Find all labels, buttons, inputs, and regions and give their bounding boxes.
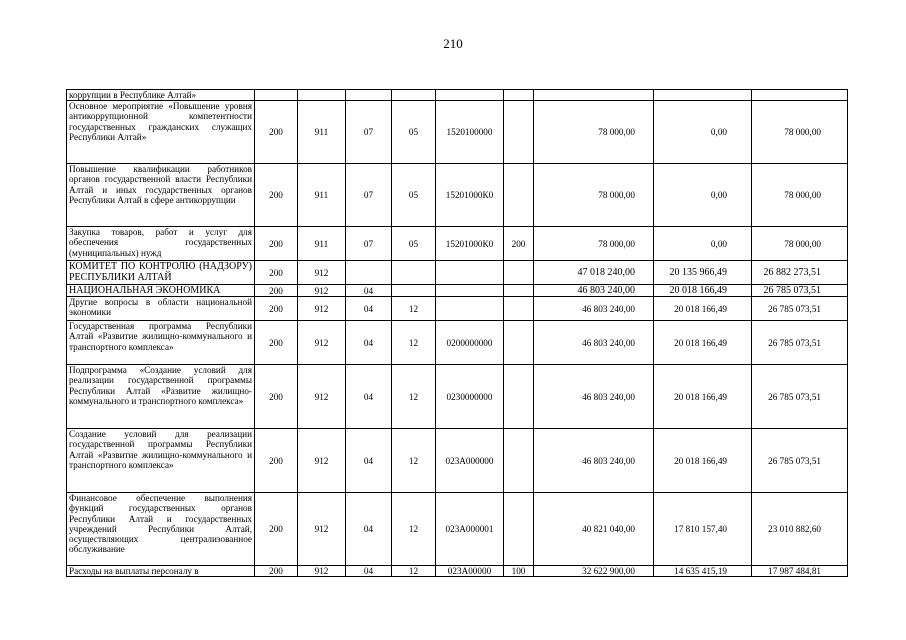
- subsection-cell: 12: [392, 429, 436, 493]
- section-cell: 07: [346, 227, 392, 261]
- code-rz-cell: 200: [255, 261, 298, 285]
- amount-remaining-cell: 26 785 073,51: [752, 321, 848, 365]
- amount-planned-cell: [534, 90, 654, 101]
- section-cell: 04: [346, 297, 392, 321]
- amount-planned-cell: 46 803 240,00: [534, 297, 654, 321]
- table-row: [67, 261, 848, 285]
- subsection-cell: [392, 261, 436, 285]
- amount-planned-cell: 78 000,00: [534, 101, 654, 164]
- amount-planned-cell: 78 000,00: [534, 227, 654, 261]
- amount-executed-cell: [654, 90, 752, 101]
- section-cell: 07: [346, 164, 392, 227]
- row-name-cell: НАЦИОНАЛЬНАЯ ЭКОНОМИКА: [67, 285, 255, 297]
- code-ved-cell: 912: [298, 297, 346, 321]
- code-ved-cell: 912: [298, 493, 346, 566]
- page-number: 210: [443, 36, 463, 51]
- table-row: [67, 90, 848, 101]
- table-row: [67, 566, 848, 577]
- expense-type-cell: 100: [504, 566, 534, 577]
- amount-executed-cell: 0,00: [654, 227, 752, 261]
- code-rz-cell: [255, 90, 298, 101]
- row-name-cell: Основное мероприятие «Повышение уровня антикоррупционной компетентности государственных гражданских служащих Республики Алтай»: [67, 101, 255, 164]
- subsection-cell: 12: [392, 321, 436, 365]
- table-row: [67, 227, 848, 261]
- table-row: [67, 297, 848, 321]
- section-cell: 04: [346, 493, 392, 566]
- amount-planned-cell: 46 803 240,00: [534, 365, 654, 429]
- target-article-cell: [436, 297, 504, 321]
- amount-executed-cell: 0,00: [654, 164, 752, 227]
- table-row: [67, 365, 848, 429]
- amount-planned-cell: 47 018 240,00: [534, 261, 654, 285]
- expense-type-cell: [504, 321, 534, 365]
- code-rz-cell: 200: [255, 566, 298, 577]
- amount-executed-cell: 20 018 166,49: [654, 429, 752, 493]
- code-rz-cell: 200: [255, 227, 298, 261]
- table-row: [67, 285, 848, 297]
- expense-type-cell: [504, 493, 534, 566]
- code-ved-cell: 912: [298, 365, 346, 429]
- amount-planned-cell: 46 803 240,00: [534, 321, 654, 365]
- amount-remaining-cell: 26 785 073,51: [752, 285, 848, 297]
- code-rz-cell: 200: [255, 164, 298, 227]
- code-rz-cell: 200: [255, 297, 298, 321]
- amount-remaining-cell: 26 785 073,51: [752, 297, 848, 321]
- target-article-cell: 023А000001: [436, 493, 504, 566]
- amount-remaining-cell: 26 882 273,51: [752, 261, 848, 285]
- row-name-cell: Другие вопросы в области национальной экономики: [67, 297, 255, 321]
- subsection-cell: 12: [392, 493, 436, 566]
- amount-planned-cell: 78 000,00: [534, 164, 654, 227]
- target-article-cell: 15201000К0: [436, 164, 504, 227]
- expense-type-cell: [504, 101, 534, 164]
- row-name-cell: Финансовое обеспечение выполнения функций государственных органов Республики Алтай и государственных учреждений Республики Алтай, осуществляющих централизованное обслуживание: [67, 493, 255, 566]
- expense-type-cell: [504, 261, 534, 285]
- target-article-cell: [436, 261, 504, 285]
- amount-executed-cell: 20 018 166,49: [654, 297, 752, 321]
- code-rz-cell: 200: [255, 429, 298, 493]
- row-name-cell: Создание условий для реализации государственной программы Республики Алтай «Развитие жилищно-коммунального и транспортного комплекса»: [67, 429, 255, 493]
- section-cell: [346, 90, 392, 101]
- code-rz-cell: 200: [255, 493, 298, 566]
- table-row: [67, 101, 848, 164]
- code-ved-cell: 912: [298, 566, 346, 577]
- section-cell: 04: [346, 365, 392, 429]
- subsection-cell: 05: [392, 227, 436, 261]
- target-article-cell: [436, 285, 504, 297]
- section-cell: [346, 261, 392, 285]
- target-article-cell: [436, 90, 504, 101]
- code-ved-cell: 911: [298, 164, 346, 227]
- subsection-cell: 05: [392, 164, 436, 227]
- target-article-cell: 15201000К0: [436, 227, 504, 261]
- expense-type-cell: [504, 365, 534, 429]
- subsection-cell: [392, 90, 436, 101]
- section-cell: 07: [346, 101, 392, 164]
- table-row: [67, 164, 848, 227]
- code-rz-cell: 200: [255, 365, 298, 429]
- expense-type-cell: 200: [504, 227, 534, 261]
- table-row: [67, 429, 848, 493]
- amount-planned-cell: 40 821 040,00: [534, 493, 654, 566]
- amount-remaining-cell: 26 785 073,51: [752, 365, 848, 429]
- code-ved-cell: 912: [298, 429, 346, 493]
- code-ved-cell: 912: [298, 321, 346, 365]
- row-name-cell: Расходы на выплаты персоналу в: [67, 566, 255, 577]
- target-article-cell: 023А000000: [436, 429, 504, 493]
- expense-type-cell: [504, 285, 534, 297]
- row-name-cell: Подпрограмма «Создание условий для реализации государственной программы Республики Алтай «Развитие жилищно-коммунального и транспортного комплекса»: [67, 365, 255, 429]
- section-cell: 04: [346, 285, 392, 297]
- subsection-cell: 12: [392, 297, 436, 321]
- section-cell: 04: [346, 321, 392, 365]
- amount-executed-cell: 20 018 166,49: [654, 321, 752, 365]
- amount-executed-cell: 14 635 415,19: [654, 566, 752, 577]
- target-article-cell: 0200000000: [436, 321, 504, 365]
- row-name-cell: Повышение квалификации работников органов государственной власти Республики Алтай и иных государственных органов Республики Алтай в сфере антикоррупции: [67, 164, 255, 227]
- table-row: [67, 493, 848, 566]
- amount-executed-cell: 0,00: [654, 101, 752, 164]
- code-ved-cell: 911: [298, 227, 346, 261]
- amount-planned-cell: 32 622 900,00: [534, 566, 654, 577]
- amount-remaining-cell: 23 010 882,60: [752, 493, 848, 566]
- subsection-cell: 12: [392, 566, 436, 577]
- amount-remaining-cell: 78 000,00: [752, 164, 848, 227]
- expense-type-cell: [504, 429, 534, 493]
- budget-table: [66, 89, 848, 577]
- row-name-cell: Государственная программа Республики Алтай «Развитие жилищно-коммунального и транспортного комплекса»: [67, 321, 255, 365]
- expense-type-cell: [504, 164, 534, 227]
- amount-remaining-cell: 26 785 073,51: [752, 429, 848, 493]
- target-article-cell: 023А00000: [436, 566, 504, 577]
- expense-type-cell: [504, 90, 534, 101]
- target-article-cell: 0230000000: [436, 365, 504, 429]
- amount-planned-cell: 46 803 240,00: [534, 429, 654, 493]
- section-cell: 04: [346, 429, 392, 493]
- code-ved-cell: 912: [298, 285, 346, 297]
- subsection-cell: 12: [392, 365, 436, 429]
- amount-executed-cell: 20 135 966,49: [654, 261, 752, 285]
- table-row: [67, 321, 848, 365]
- amount-remaining-cell: 78 000,00: [752, 227, 848, 261]
- amount-executed-cell: 17 810 157,40: [654, 493, 752, 566]
- code-rz-cell: 200: [255, 101, 298, 164]
- amount-remaining-cell: [752, 90, 848, 101]
- amount-remaining-cell: 78 000,00: [752, 101, 848, 164]
- code-rz-cell: 200: [255, 321, 298, 365]
- amount-executed-cell: 20 018 166,49: [654, 365, 752, 429]
- code-ved-cell: 912: [298, 261, 346, 285]
- code-rz-cell: 200: [255, 285, 298, 297]
- code-ved-cell: 911: [298, 101, 346, 164]
- row-name-cell: Закупка товаров, работ и услуг для обеспечения государственных (муниципальных) нужд: [67, 227, 255, 261]
- code-ved-cell: [298, 90, 346, 101]
- expense-type-cell: [504, 297, 534, 321]
- subsection-cell: [392, 285, 436, 297]
- amount-planned-cell: 46 803 240,00: [534, 285, 654, 297]
- amount-remaining-cell: 17 987 484,81: [752, 566, 848, 577]
- row-name-cell: КОМИТЕТ ПО КОНТРОЛЮ (НАДЗОРУ) РЕСПУБЛИКИ АЛТАЙ: [67, 261, 255, 285]
- subsection-cell: 05: [392, 101, 436, 164]
- row-name-cell: коррупции в Республике Алтай»: [67, 90, 255, 101]
- amount-executed-cell: 20 018 166,49: [654, 285, 752, 297]
- target-article-cell: 1520100000: [436, 101, 504, 164]
- section-cell: 04: [346, 566, 392, 577]
